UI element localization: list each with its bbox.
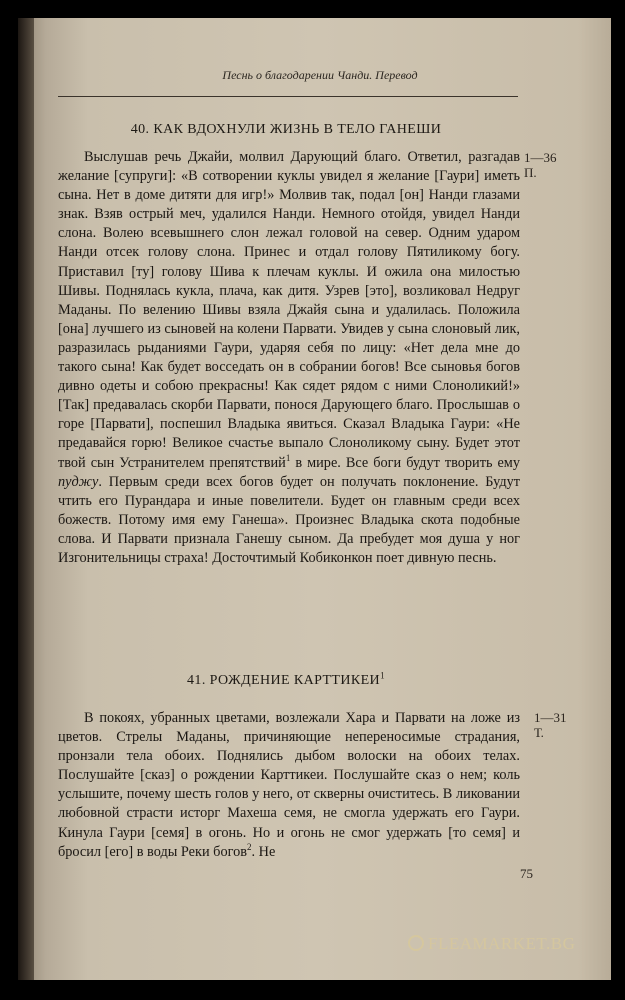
footnote-ref: 1: [380, 670, 385, 681]
section-41-margin-note: [534, 710, 567, 740]
page-number: 75: [520, 866, 533, 881]
section-41-text: [58, 709, 520, 862]
section-40-margin-note: [524, 150, 557, 180]
margin-note-lines: 1—36: [524, 150, 557, 165]
section-41-title-text: 41. РОЖДЕНИЕ КАРТТИКЕИ: [187, 673, 381, 688]
footnote-ref: 2: [247, 841, 252, 852]
margin-note-lines: 1—31: [534, 710, 567, 725]
book-spine: [18, 18, 34, 980]
margin-note-source: П.: [524, 165, 537, 180]
watermark: [408, 934, 575, 954]
watermark-logo-icon: [408, 935, 424, 951]
section-40-text: [58, 148, 520, 568]
header-rule: [58, 96, 518, 97]
margin-note-source: Т.: [534, 725, 544, 740]
section-41-text-part-a: В покоях, убранных цветами, возлежали Хара и Парвати на ложе из цветов. Стрелы Маданы, причиняющие непереносимые страдания, пронзали тела обоих. Поднялись дыбом волоски на обоих телах. Послушайте [сказ] о рождении Карттикеи. Послушайте сказ о нем; коль услышите, почему шесть голов у него, от скверны очиститесь. В ликовании любовной страсти исторг Махеша семя, не смогла удержать его Гаури. Кинула Гаури [семя] в огонь. Но и огонь не смог удержать [то семя] и бросил [его] в воды Реки богов: [58, 710, 520, 860]
section-41-text-part-b: . Не: [251, 843, 276, 860]
footnote-ref: 1: [285, 452, 291, 463]
section-40-title: 40. КАК ВДОХНУЛИ ЖИЗНЬ В ТЕЛО ГАНЕШИ: [130, 122, 442, 137]
section-40-text-part-c: . Первым среди всех богов будет он получать поклонение. Будут чтить его Пурандара и иные повелители. Будет он главным среди всех божеств. Потому имя ему Ганеша». Произнес Владыка скота подобные слова. И Парвати признала Ганешу сыном. Да пребудет моя душа у ног Изгонительницы страха! Досточтимый Кобиконкон поет дивную песнь.: [58, 473, 520, 566]
section-41-title: [60, 670, 512, 689]
running-head: Песнь о благодарении Чанди. Перевод: [222, 68, 418, 82]
watermark-text: FLEAMARKET.BG: [428, 934, 576, 953]
section-40-text-part-a: Выслушав речь Джайи, молвил Дарующий благо. Ответил, разгадав желание [супруги]: «В сотворении куклы увидел я желание [Гаури] иметь сына. Нет в доме дитяти для игр!» Молвив так, подал [он] Нанди глазами знак. Взяв острый меч, удалился Нанди. Немного отойдя, увидел Нанди слона. Волею всевышнего слон лежал головой на север. Одним ударом Нанди отсек голову слона. Принес и отдал голову Пятиликому богу. Приставил [ту] голову Шива к плечам куклы. И ожила она милостью Шивы. Поднялась кукла, плача, как дитя. Узрев [это], возликовал Недруг Маданы. По велению Шивы взяла Джайя сына и удалилась. Положила [она] лучшего из сыновей на колени Парвати. Увидев у сына слоновый лик, разразилась рыданиями Гаури, ударяя себя по лицу: «Нет дела мне до такого сына! Как будет восседать он в собрании богов! Все сыновья богов дивно одеты и собою прекрасны! Как сядет рядом с ними Слоноликий!» [Так] предавалась скорби Парвати, понося Дарующего благо. Прослышав о горе [Парвати], поспешил Владыка явиться. Сказал Владыка Гаури: «Не предавайся горю! Великое счастье выпало Слоноликому сыну. Будет этот твой сын Устранителем препятствий: [58, 149, 520, 471]
section-40-text-part-b: в мире. Все боги будут творить ему: [290, 454, 521, 471]
italic-term: пуджу: [58, 473, 99, 490]
